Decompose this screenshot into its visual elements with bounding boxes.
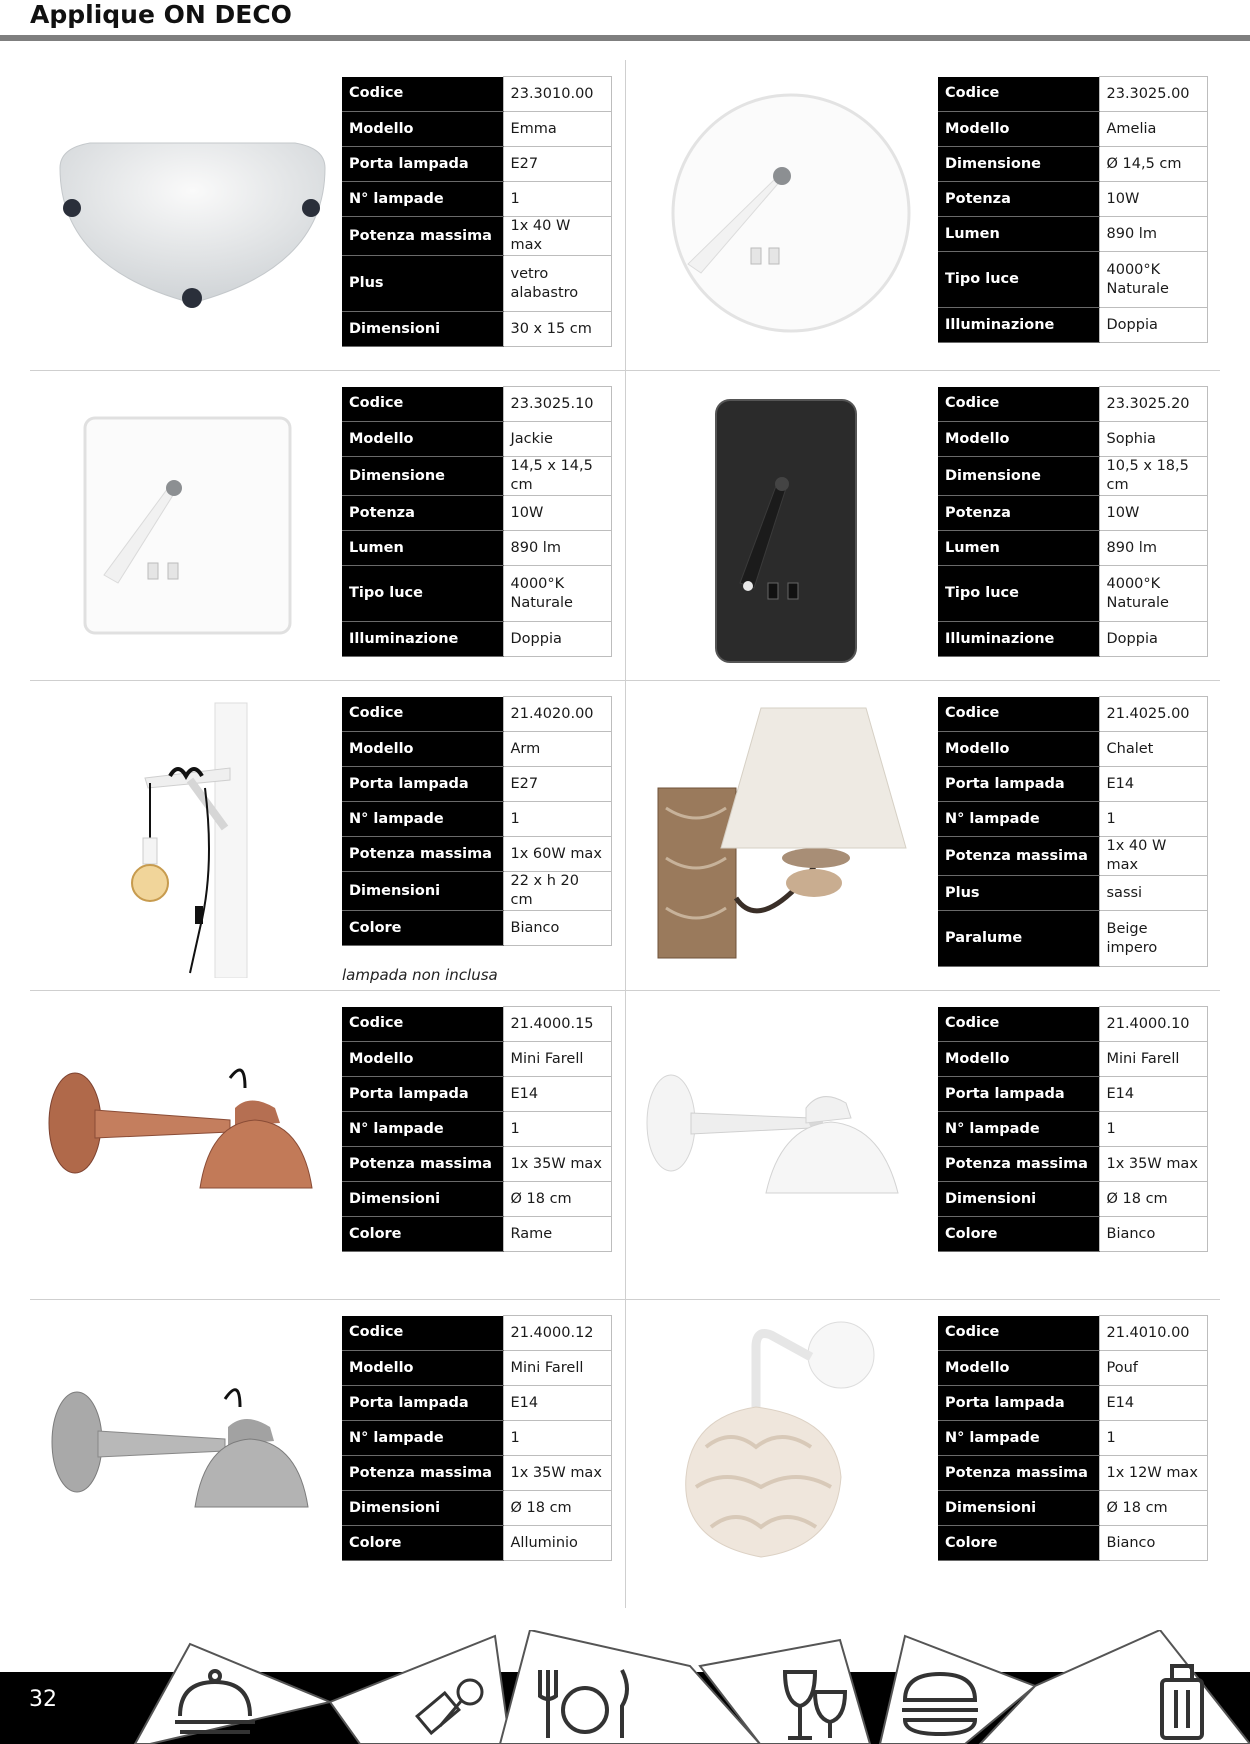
spec-value: 890 lm xyxy=(1099,531,1208,566)
spec-row xyxy=(938,1147,1208,1182)
spec-value: sassi xyxy=(1099,876,1208,911)
spec-value: 1 xyxy=(503,1421,612,1456)
spec-value: 4000°K Naturale xyxy=(1099,566,1208,622)
product-photo-chalet xyxy=(636,688,931,978)
product-card-pouf xyxy=(626,1299,1221,1609)
spec-row xyxy=(342,256,612,312)
spec-label: Colore xyxy=(342,1217,503,1252)
spec-label: N° lampade xyxy=(342,1421,503,1456)
spec-row xyxy=(938,802,1208,837)
spec-row xyxy=(342,1182,612,1217)
spec-label: Codice xyxy=(342,387,503,422)
spec-label: N° lampade xyxy=(342,802,503,837)
spec-table xyxy=(342,1006,612,1252)
spec-value: 21.4010.00 xyxy=(1099,1316,1208,1351)
spec-row xyxy=(938,767,1208,802)
spec-value: Emma xyxy=(503,112,612,147)
spec-label: N° lampade xyxy=(938,1112,1099,1147)
spec-label: Codice xyxy=(938,1007,1099,1042)
spec-row xyxy=(938,422,1208,457)
spec-row xyxy=(342,182,612,217)
spec-row xyxy=(938,1112,1208,1147)
spec-row xyxy=(938,1007,1208,1042)
spec-label: Potenza xyxy=(342,496,503,531)
spec-table xyxy=(342,696,612,946)
spec-table xyxy=(938,1006,1208,1252)
spec-row xyxy=(938,147,1208,182)
spec-label: Colore xyxy=(342,911,503,946)
spec-row xyxy=(342,1007,612,1042)
spec-value: 1x 35W max xyxy=(1099,1147,1208,1182)
spec-value: 10W xyxy=(1099,182,1208,217)
spec-value: Ø 18 cm xyxy=(503,1491,612,1526)
spec-value: 1x 35W max xyxy=(503,1456,612,1491)
spec-row xyxy=(938,1526,1208,1561)
spec-value: Mini Farell xyxy=(503,1042,612,1077)
spec-label: Porta lampada xyxy=(342,767,503,802)
spec-value: 23.3025.10 xyxy=(503,387,612,422)
spec-label: Plus xyxy=(938,876,1099,911)
header-rule xyxy=(0,35,1250,41)
spec-value: 1x 40 W max xyxy=(1099,837,1208,876)
spec-label: Dimensione xyxy=(938,147,1099,182)
spec-value: 23.3025.20 xyxy=(1099,387,1208,422)
spec-value: Doppia xyxy=(1099,308,1208,343)
spec-row xyxy=(342,1526,612,1561)
product-photo-jackie xyxy=(40,378,335,668)
spec-row xyxy=(938,531,1208,566)
spec-label: N° lampade xyxy=(342,182,503,217)
spec-row xyxy=(342,622,612,657)
spec-row xyxy=(938,308,1208,343)
spec-label: Potenza massima xyxy=(342,837,503,872)
spec-row xyxy=(342,1421,612,1456)
spec-value: Mini Farell xyxy=(1099,1042,1208,1077)
product-card-arm xyxy=(30,680,625,990)
spec-table xyxy=(938,1315,1208,1561)
spec-value: 1 xyxy=(1099,1112,1208,1147)
spec-label: Lumen xyxy=(342,531,503,566)
spec-label: Modello xyxy=(938,732,1099,767)
spec-row xyxy=(342,1316,612,1351)
spec-label: N° lampade xyxy=(938,802,1099,837)
spec-value: 1 xyxy=(1099,802,1208,837)
product-photo-pouf xyxy=(636,1307,931,1597)
spec-value: Ø 18 cm xyxy=(1099,1491,1208,1526)
spec-label: Dimensioni xyxy=(342,312,503,347)
spec-label: Tipo luce xyxy=(342,566,503,622)
spec-value: 21.4020.00 xyxy=(503,697,612,732)
spec-label: Illuminazione xyxy=(938,308,1099,343)
spec-row xyxy=(938,1491,1208,1526)
spec-row xyxy=(938,1042,1208,1077)
spec-label: Codice xyxy=(938,387,1099,422)
spec-label: Modello xyxy=(342,732,503,767)
spec-label: Colore xyxy=(938,1217,1099,1252)
spec-label: Porta lampada xyxy=(938,767,1099,802)
spec-value: 23.3025.00 xyxy=(1099,77,1208,112)
spec-table xyxy=(938,76,1208,343)
footer-icons xyxy=(0,1630,1250,1744)
spec-label: Codice xyxy=(342,697,503,732)
spec-value: Sophia xyxy=(1099,422,1208,457)
spec-value: 1 xyxy=(503,802,612,837)
spec-value: 21.4000.10 xyxy=(1099,1007,1208,1042)
spec-row xyxy=(342,112,612,147)
pouf-wall-lamp-icon xyxy=(636,1307,931,1597)
spec-label: N° lampade xyxy=(342,1112,503,1147)
product-photo-mini-farell-rame xyxy=(40,998,335,1288)
spec-value: 4000°K Naturale xyxy=(503,566,612,622)
page-footer xyxy=(0,1630,1250,1744)
spec-row xyxy=(342,217,612,256)
spec-label: Dimensione xyxy=(342,457,503,496)
spec-row xyxy=(342,457,612,496)
spec-table xyxy=(342,1315,612,1561)
spec-label: Tipo luce xyxy=(938,566,1099,622)
spec-label: Illuminazione xyxy=(938,622,1099,657)
page-header xyxy=(0,0,1250,44)
spec-table xyxy=(342,386,612,657)
spec-value: 1 xyxy=(1099,1421,1208,1456)
spec-row xyxy=(938,457,1208,496)
spec-row xyxy=(938,387,1208,422)
product-card-jackie xyxy=(30,370,625,680)
spec-value: Bianco xyxy=(1099,1217,1208,1252)
spec-value: Rame xyxy=(503,1217,612,1252)
spec-row xyxy=(342,911,612,946)
spec-row xyxy=(342,387,612,422)
spec-row xyxy=(938,1421,1208,1456)
copper-wall-lamp-icon xyxy=(40,998,335,1288)
spec-value: E14 xyxy=(503,1077,612,1112)
spec-value: E14 xyxy=(1099,1386,1208,1421)
spec-row xyxy=(342,77,612,112)
spec-value: 1x 60W max xyxy=(503,837,612,872)
spec-label: Codice xyxy=(342,77,503,112)
spec-value: 22 x h 20 cm xyxy=(503,872,612,911)
spec-label: Dimensioni xyxy=(342,872,503,911)
spec-row xyxy=(342,531,612,566)
spec-row xyxy=(342,496,612,531)
product-note: lampada non inclusa xyxy=(342,966,498,984)
spec-row xyxy=(938,77,1208,112)
product-photo-mini-farell-bianco xyxy=(636,998,931,1288)
product-photo-sophia xyxy=(636,378,931,668)
spec-value: 21.4000.12 xyxy=(503,1316,612,1351)
spec-row xyxy=(342,566,612,622)
spec-value: 21.4000.15 xyxy=(503,1007,612,1042)
spec-label: Modello xyxy=(938,1042,1099,1077)
spec-row xyxy=(342,1217,612,1252)
spec-row xyxy=(342,837,612,872)
spec-row xyxy=(938,911,1208,967)
half-bowl-lamp-icon xyxy=(40,68,335,358)
spec-value: 890 lm xyxy=(503,531,612,566)
spec-row xyxy=(342,1147,612,1182)
spec-label: Potenza massima xyxy=(342,1456,503,1491)
spec-value: E14 xyxy=(503,1386,612,1421)
spec-label: Dimensioni xyxy=(342,1182,503,1217)
spec-row xyxy=(342,147,612,182)
spec-value: 23.3010.00 xyxy=(503,77,612,112)
spec-row xyxy=(938,1217,1208,1252)
spec-table xyxy=(938,696,1208,967)
product-photo-amelia xyxy=(636,68,931,358)
spec-value: 10W xyxy=(503,496,612,531)
spec-row xyxy=(938,252,1208,308)
spec-value: Ø 18 cm xyxy=(503,1182,612,1217)
spec-value: Ø 18 cm xyxy=(1099,1182,1208,1217)
product-card-mini-farell-alluminio xyxy=(30,1299,625,1609)
product-card-emma xyxy=(30,60,625,370)
spec-label: Dimensioni xyxy=(938,1491,1099,1526)
spec-row xyxy=(938,1456,1208,1491)
spec-label: Colore xyxy=(938,1526,1099,1561)
spec-value: Arm xyxy=(503,732,612,767)
hanging-bulb-lamp-icon xyxy=(40,688,335,978)
spec-label: Modello xyxy=(342,1042,503,1077)
spec-row xyxy=(938,566,1208,622)
spec-value: 1 xyxy=(503,1112,612,1147)
spec-row xyxy=(938,1386,1208,1421)
spec-row xyxy=(342,312,612,347)
spec-label: Dimensioni xyxy=(938,1182,1099,1217)
spec-label: Modello xyxy=(342,422,503,457)
page-title: Applique ON DECO xyxy=(30,0,292,29)
product-card-mini-farell-rame xyxy=(30,990,625,1300)
product-card-chalet xyxy=(626,680,1221,990)
spec-row xyxy=(342,1351,612,1386)
spec-label: Modello xyxy=(938,1351,1099,1386)
spec-row xyxy=(938,1351,1208,1386)
product-photo-mini-farell-alluminio xyxy=(40,1307,335,1597)
spec-label: Modello xyxy=(938,112,1099,147)
spec-row xyxy=(342,1112,612,1147)
spec-label: Codice xyxy=(938,1316,1099,1351)
page-number: 32 xyxy=(29,1687,57,1712)
spec-label: Dimensione xyxy=(938,457,1099,496)
spec-label: Potenza massima xyxy=(342,1147,503,1182)
spec-row xyxy=(938,112,1208,147)
spec-value: Jackie xyxy=(503,422,612,457)
aluminium-wall-lamp-icon xyxy=(40,1307,335,1597)
spec-row xyxy=(342,872,612,911)
spec-row xyxy=(342,1456,612,1491)
product-card-amelia xyxy=(626,60,1221,370)
spec-value: 890 lm xyxy=(1099,217,1208,252)
spec-row xyxy=(938,182,1208,217)
spec-label: Colore xyxy=(342,1526,503,1561)
spec-row xyxy=(938,876,1208,911)
spec-label: Porta lampada xyxy=(938,1077,1099,1112)
spec-row xyxy=(938,622,1208,657)
spec-label: Porta lampada xyxy=(342,147,503,182)
spec-value: Doppia xyxy=(503,622,612,657)
spec-row xyxy=(938,1316,1208,1351)
spec-label: Lumen xyxy=(938,217,1099,252)
spec-value: E14 xyxy=(1099,767,1208,802)
spec-label: Paralume xyxy=(938,911,1099,967)
spec-row xyxy=(342,1491,612,1526)
product-card-sophia xyxy=(626,370,1221,680)
spec-row xyxy=(938,217,1208,252)
spec-value: Bianco xyxy=(1099,1526,1208,1561)
spec-row xyxy=(342,1042,612,1077)
spec-value: Alluminio xyxy=(503,1526,612,1561)
spec-label: Porta lampada xyxy=(342,1077,503,1112)
spec-value: Amelia xyxy=(1099,112,1208,147)
spec-label: Porta lampada xyxy=(938,1386,1099,1421)
spec-value: 1x 12W max xyxy=(1099,1456,1208,1491)
spec-value: Bianco xyxy=(503,911,612,946)
spec-row xyxy=(938,1182,1208,1217)
spec-value: 4000°K Naturale xyxy=(1099,252,1208,308)
spec-value: 1 xyxy=(503,182,612,217)
spec-label: Potenza massima xyxy=(938,837,1099,876)
spec-label: Illuminazione xyxy=(342,622,503,657)
spec-row xyxy=(938,732,1208,767)
spec-value: Mini Farell xyxy=(503,1351,612,1386)
spec-row xyxy=(938,697,1208,732)
spec-value: 21.4025.00 xyxy=(1099,697,1208,732)
spec-row xyxy=(342,697,612,732)
spec-value: Chalet xyxy=(1099,732,1208,767)
spec-row xyxy=(938,837,1208,876)
spec-label: Codice xyxy=(342,1007,503,1042)
spec-table xyxy=(342,76,612,347)
spec-label: N° lampade xyxy=(938,1421,1099,1456)
spec-value: 1x 35W max xyxy=(503,1147,612,1182)
spec-label: Modello xyxy=(938,422,1099,457)
spec-value: 1x 40 W max xyxy=(503,217,612,256)
spec-value: vetro alabastro xyxy=(503,256,612,312)
spec-label: Lumen xyxy=(938,531,1099,566)
spec-label: Codice xyxy=(938,77,1099,112)
white-wall-lamp-icon xyxy=(636,998,931,1288)
spec-label: Plus xyxy=(342,256,503,312)
spec-label: Modello xyxy=(342,1351,503,1386)
spec-value: Ø 14,5 cm xyxy=(1099,147,1208,182)
spec-value: Beige impero xyxy=(1099,911,1208,967)
spec-label: Potenza massima xyxy=(938,1456,1099,1491)
spec-value: E27 xyxy=(503,767,612,802)
spec-value: 10,5 x 18,5 cm xyxy=(1099,457,1208,496)
black-reading-lamp-icon xyxy=(636,378,931,668)
round-reading-lamp-icon xyxy=(636,68,931,358)
square-reading-lamp-icon xyxy=(40,378,335,668)
spec-label: Potenza massima xyxy=(938,1147,1099,1182)
spec-label: Codice xyxy=(342,1316,503,1351)
spec-label: Potenza xyxy=(938,182,1099,217)
spec-label: Porta lampada xyxy=(342,1386,503,1421)
spec-row xyxy=(342,802,612,837)
spec-value: E27 xyxy=(503,147,612,182)
spec-row xyxy=(342,422,612,457)
spec-label: Codice xyxy=(938,697,1099,732)
spec-row xyxy=(938,1077,1208,1112)
spec-label: Tipo luce xyxy=(938,252,1099,308)
spec-row xyxy=(342,767,612,802)
spec-row xyxy=(938,496,1208,531)
shade-wall-lamp-icon xyxy=(636,688,931,978)
spec-label: Dimensioni xyxy=(342,1491,503,1526)
spec-table xyxy=(938,386,1208,657)
spec-value: 30 x 15 cm xyxy=(503,312,612,347)
spec-value: 14,5 x 14,5 cm xyxy=(503,457,612,496)
spec-value: E14 xyxy=(1099,1077,1208,1112)
spec-row xyxy=(342,732,612,767)
spec-value: Pouf xyxy=(1099,1351,1208,1386)
spec-value: 10W xyxy=(1099,496,1208,531)
spec-label: Modello xyxy=(342,112,503,147)
product-card-mini-farell-bianco xyxy=(626,990,1221,1300)
spec-label: Potenza xyxy=(938,496,1099,531)
spec-row xyxy=(342,1386,612,1421)
product-photo-emma xyxy=(40,68,335,358)
spec-value: Doppia xyxy=(1099,622,1208,657)
spec-row xyxy=(342,1077,612,1112)
product-photo-arm xyxy=(40,688,335,978)
spec-label: Potenza massima xyxy=(342,217,503,256)
